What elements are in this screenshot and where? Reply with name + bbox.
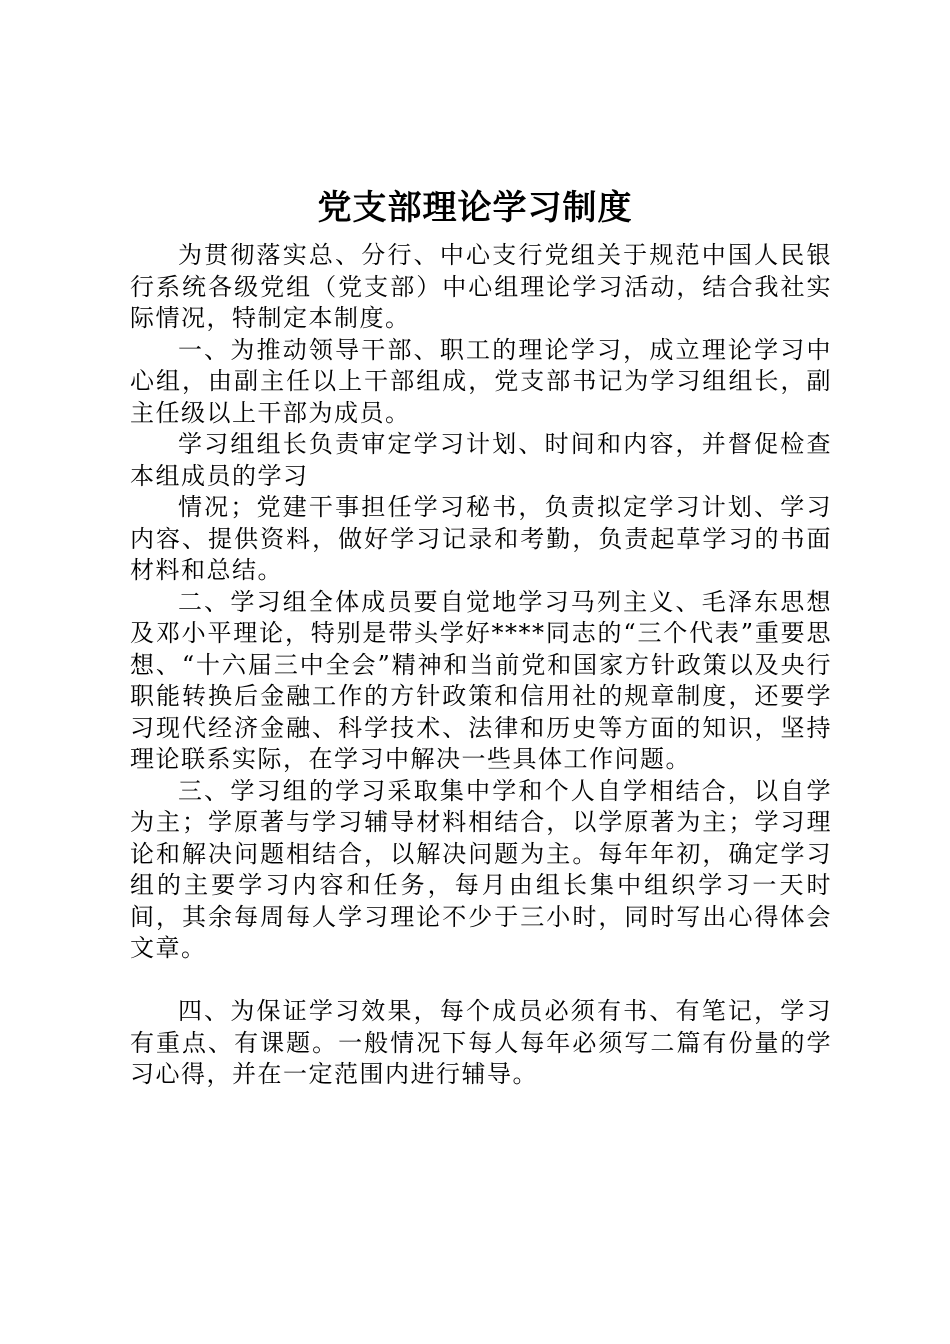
paragraph-intro: 为贯彻落实总、分行、中心支行党组关于规范中国人民银行系统各级党组（党支部）中心组理论学习活动，结合我社实际情况，特制定本制度。 [130,241,832,332]
paragraph-section-2: 二、学习组全体成员要自觉地学习马列主义、毛泽东思想及邓小平理论，特别是带头学好****同志的“三个代表”重要思想、“十六届三中全会”精神和当前党和国家方针政策以及央行职能转换后金融工作的方针政策和信用社的规章制度，还要学习现代经济金融、科学技术、法律和历史等方面的知识，坚持理论联系实际，在学习中解决一些具体工作问题。 [130,587,832,773]
paragraph-section-1: 一、为推动领导干部、职工的理论学习，成立理论学习中心组，由副主任以上干部组成，党支部书记为学习组组长，副主任级以上干部为成员。 [130,335,832,427]
document-body [130,240,832,1091]
document-title: 党支部理论学习制度 [317,188,633,228]
paragraph-section-3: 三、学习组的学习采取集中学和个人自学相结合，以自学为主；学原著与学习辅导材料相结合，以学原著为主；学习理论和解决问题相结合，以解决问题为主。每年年初，确定学习组的主要学习内容和任务，每月由组长集中组织学习一天时间，其余每周每人学习理论不少于三小时，同时写出心得体会文章。 [130,776,832,962]
paragraph-section-1-leader: 学习组组长负责审定学习计划、时间和内容，并督促检查本组成员的学习 [130,430,832,490]
paragraph-section-4: 四、为保证学习效果，每个成员必须有书、有笔记，学习有重点、有课题。一般情况下每人每年必须写二篇有份量的学习心得，并在一定范围内进行辅导。 [130,997,832,1088]
paragraph-section-1-secretary: 情况；党建干事担任学习秘书，负责拟定学习计划、学习内容、提供资料，做好学习记录和考勤，负责起草学习的书面材料和总结。 [130,493,832,584]
